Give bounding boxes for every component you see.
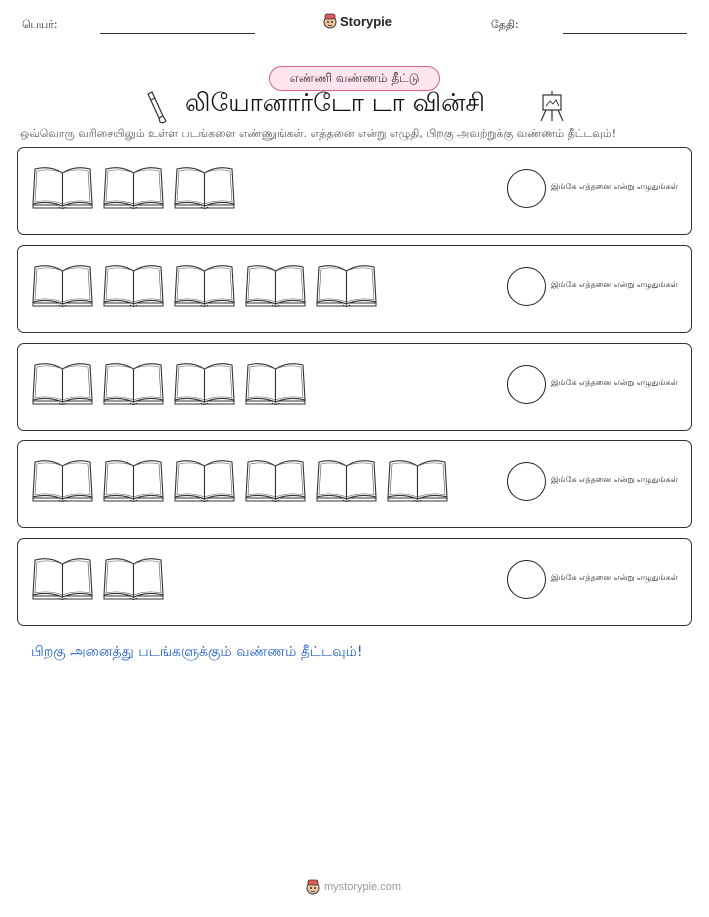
name-line[interactable] [100, 33, 255, 34]
open-book-icon [30, 360, 95, 406]
book-group [30, 457, 450, 503]
open-book-icon [101, 360, 166, 406]
answer-prompt: இங்கே எத்தனை என்று எழுதுங்கள் [551, 378, 678, 387]
book-group [30, 164, 237, 210]
page-title: லியோனார்டோ டா வின்சி [185, 88, 485, 117]
date-line[interactable] [563, 33, 687, 34]
count-row-4 [17, 440, 692, 528]
worksheet-header [0, 0, 709, 50]
footer-url: mystorypie.com [324, 881, 402, 893]
count-row-3 [17, 343, 692, 431]
name-label: பெயர்: [22, 18, 58, 31]
open-book-icon [243, 262, 308, 308]
answer-circle[interactable] [507, 560, 546, 599]
open-book-icon [30, 555, 95, 601]
activity-badge: எண்ணி வண்ணம் தீட்டு [269, 66, 440, 91]
answer-prompt: இங்கே எத்தனை என்று எழுதுங்கள் [551, 475, 678, 484]
open-book-icon [101, 457, 166, 503]
instructions: ஒவ்வொரு வரிசையிலும் உள்ள படங்களை எண்ணுங்கள். எத்தனை என்று எழுதி, பிறகு அவற்றுக்கு வண்ணம் தீட்டவும்! [20, 127, 617, 140]
brand-name: Storypie [340, 13, 393, 29]
open-book-icon [243, 360, 308, 406]
answer-prompt: இங்கே எத்தனை என்று எழுதுங்கள் [551, 182, 678, 191]
book-group [30, 360, 308, 406]
open-book-icon [172, 457, 237, 503]
book-group [30, 555, 166, 601]
open-book-icon [101, 164, 166, 210]
open-book-icon [385, 457, 450, 503]
count-row-1 [17, 147, 692, 235]
answer-circle[interactable] [507, 169, 546, 208]
answer-circle[interactable] [507, 365, 546, 404]
open-book-icon [30, 457, 95, 503]
title-row [0, 88, 709, 124]
open-book-icon [30, 164, 95, 210]
storypie-mascot-icon [306, 879, 320, 895]
open-book-icon [172, 164, 237, 210]
easel-icon [538, 90, 566, 122]
footer-brand [306, 879, 401, 895]
answer-circle[interactable] [507, 267, 546, 306]
answer-prompt: இங்கே எத்தனை என்று எழுதுங்கள் [551, 573, 678, 582]
open-book-icon [101, 262, 166, 308]
open-book-icon [314, 262, 379, 308]
open-book-icon [172, 360, 237, 406]
date-label: தேதி: [491, 18, 519, 31]
brand-logo [323, 13, 392, 29]
open-book-icon [243, 457, 308, 503]
open-book-icon [314, 457, 379, 503]
footer-message: பிறகு அனைத்து படங்களுக்கும் வண்ணம் தீட்டவும்! [31, 644, 363, 660]
paintbrush-icon [143, 90, 171, 124]
open-book-icon [30, 262, 95, 308]
count-row-5 [17, 538, 692, 626]
answer-prompt: இங்கே எத்தனை என்று எழுதுங்கள் [551, 280, 678, 289]
book-group [30, 262, 379, 308]
answer-circle[interactable] [507, 462, 546, 501]
open-book-icon [101, 555, 166, 601]
open-book-icon [172, 262, 237, 308]
storypie-mascot-icon [323, 13, 337, 29]
count-row-2 [17, 245, 692, 333]
